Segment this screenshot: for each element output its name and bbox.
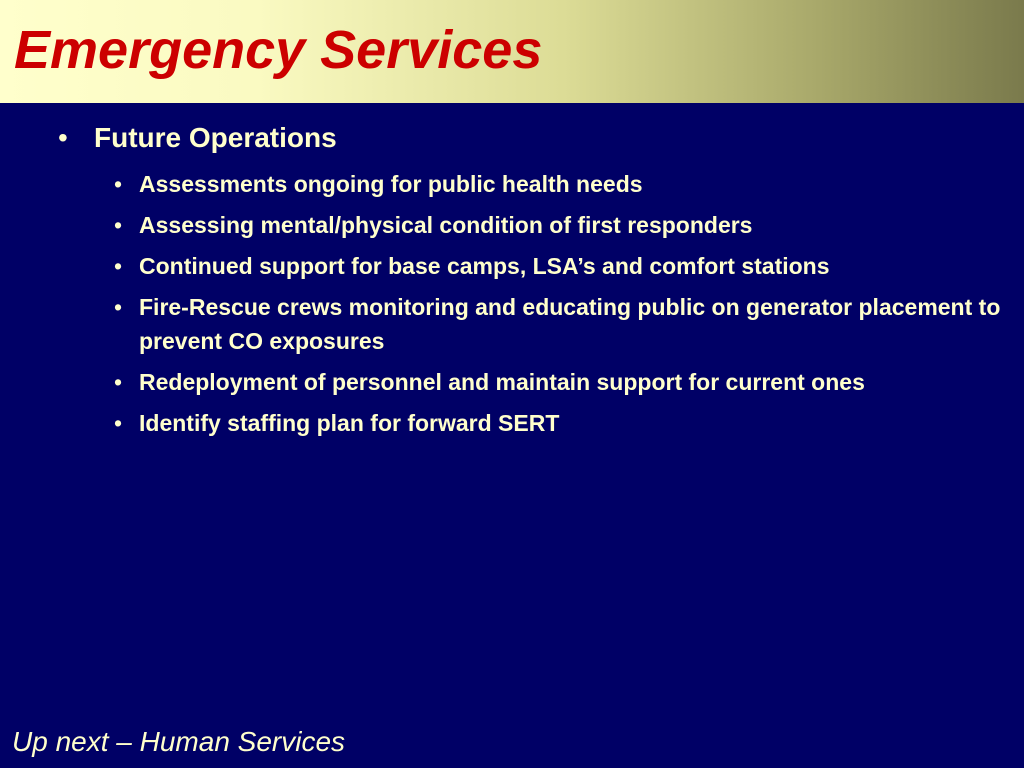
bullet-icon: • bbox=[58, 122, 68, 153]
list-item bbox=[114, 208, 1014, 242]
list-item-text: Assessments ongoing for public health needs bbox=[139, 171, 643, 197]
bullet-icon: • bbox=[114, 410, 123, 436]
list-item bbox=[114, 249, 1014, 283]
bullet-icon: • bbox=[114, 171, 123, 197]
title-bar bbox=[0, 0, 1024, 103]
footer-text: Up next – Human Services bbox=[12, 726, 346, 757]
list-item-text: Redeployment of personnel and maintain support for current ones bbox=[139, 369, 865, 395]
list-item-text: Assessing mental/physical condition of first responders bbox=[139, 212, 753, 238]
slide-content bbox=[0, 103, 1024, 703]
list-item-text: Continued support for base camps, LSA’s and comfort stations bbox=[139, 253, 830, 279]
bullet-icon: • bbox=[114, 212, 123, 238]
section-heading bbox=[58, 121, 337, 155]
bullet-list bbox=[114, 167, 1014, 447]
bullet-icon: • bbox=[114, 253, 123, 279]
list-item-text: Fire-Rescue crews monitoring and educating public on generator placement to prevent CO exposures bbox=[139, 294, 1001, 354]
bullet-icon: • bbox=[114, 369, 123, 395]
list-item-text: Identify staffing plan for forward SERT bbox=[139, 410, 560, 436]
list-item bbox=[114, 406, 1014, 440]
bullet-icon: • bbox=[114, 294, 123, 320]
list-item bbox=[114, 290, 1014, 358]
list-item bbox=[114, 167, 1014, 201]
list-item bbox=[114, 365, 1014, 399]
slide-title: Emergency Services bbox=[14, 20, 543, 80]
section-heading-text: Future Operations bbox=[94, 122, 337, 153]
